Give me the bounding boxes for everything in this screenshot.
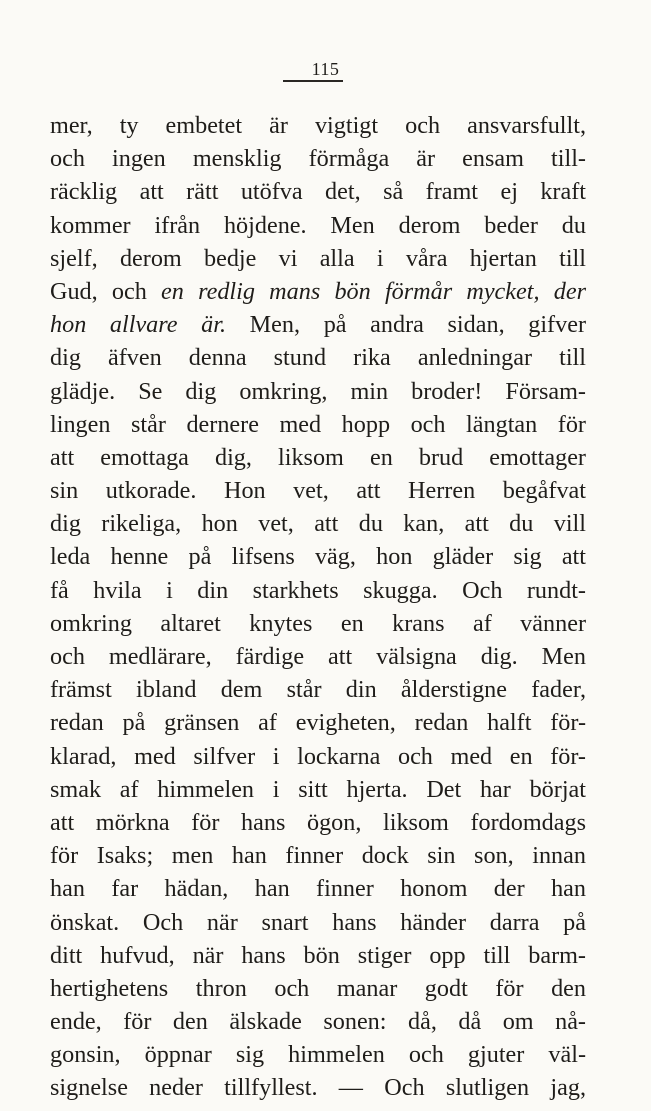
text-run: Men, på andra sidan, gifver (226, 311, 586, 339)
text-line: gonsin, öppnar sig himmelen och gjuter väl- (50, 1041, 586, 1069)
text-line: främst ibland dem står din ålderstigne fader, (50, 676, 586, 704)
text-line: han far hädan, han finner honom der han (50, 875, 586, 903)
text-line: sjelf, derom bedje vi alla i våra hjertan till (50, 244, 586, 272)
text-line: ende, för den älskade sonen: då, då om nå- (50, 1008, 586, 1036)
text-line: omkring altaret knytes en krans af vänner (50, 609, 586, 637)
text-line: önskat. Och när snart hans händer darra på (50, 908, 586, 936)
text-line: sin utkorade. Hon vet, att Herren begåfvat (50, 477, 586, 505)
text-line: och ingen mensklig förmåga är ensam till- (50, 145, 586, 173)
text-line: mer, ty embetet är vigtigt och ansvarsfullt, (50, 112, 586, 139)
text-line: smak af himmelen i sitt hjerta. Det har börjat (50, 775, 586, 803)
text-line: hertighetens thron och manar godt för den (50, 974, 586, 1002)
text-line: signelse neder tillfyllest. — Och slutligen jag, (50, 1074, 586, 1102)
text-line: kommer ifrån höjdene. Men derom beder du (50, 211, 586, 239)
text-line: leda henne på lifsens väg, hon gläder sig att (50, 543, 586, 571)
text-line: glädje. Se dig omkring, min broder! Försam- (50, 377, 586, 405)
text-line: få hvila i din starkhets skugga. Och rundt- (50, 576, 586, 604)
text-line-with-italic (50, 275, 586, 308)
text-line: att mörkna för hans ögon, liksom fordomdags (50, 808, 586, 836)
text-line: dig äfven denna stund rika anledningar till (50, 344, 586, 372)
italic-text-run: en redlig mans bön förmår mycket, der (161, 277, 586, 305)
text-line: dig rikeliga, hon vet, att du kan, att du vill (50, 510, 586, 538)
italic-text-run: hon allvare är. (50, 311, 227, 339)
text-line: redan på gränsen af evigheten, redan halft för- (50, 709, 586, 737)
text-line: klarad, med silfver i lockarna och med en för- (50, 742, 586, 770)
page-number-underline (283, 80, 343, 82)
text-line-with-italic (50, 308, 586, 341)
text-run: Gud, och (50, 277, 162, 305)
text-line: att emottaga dig, liksom en brud emottager (50, 443, 586, 471)
text-line: lingen står dernere med hopp och längtan för (50, 410, 586, 438)
page-number: 115 (311, 59, 340, 79)
text-line: ditt hufvud, när hans bön stiger opp till barm- (50, 941, 586, 969)
body-text (50, 109, 586, 1105)
text-line: räcklig att rätt utöfva det, så framt ej kraft (50, 178, 586, 206)
text-line: för Isaks; men han finner dock sin son, innan (50, 842, 586, 870)
text-line: och medlärare, färdige att välsigna dig. Men (50, 643, 586, 670)
